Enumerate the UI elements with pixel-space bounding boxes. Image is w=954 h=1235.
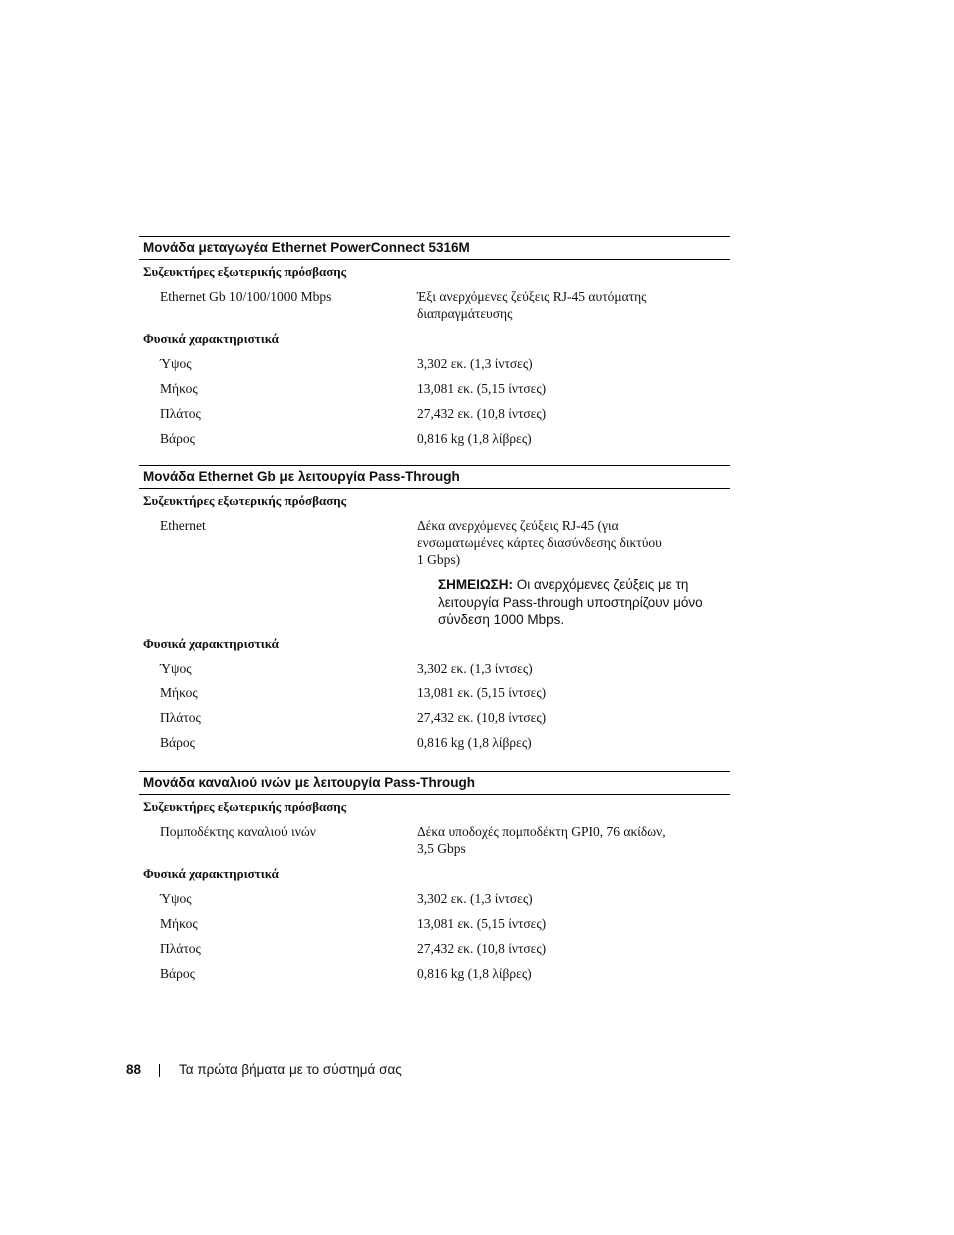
section-title: Μονάδα Ethernet Gb με λειτουργία Pass-Through (139, 465, 730, 489)
spec-value: 13,081 εκ. (5,15 ίντσες) (417, 916, 547, 931)
spec-label: Μήκος (160, 381, 198, 396)
note-label: ΣΗΜΕΙΩΣΗ: (438, 577, 514, 592)
spec-row-connector (139, 288, 730, 322)
spec-value-line: Έξι ανερχόμενες ζεύξεις RJ-45 αυτόματης (417, 289, 647, 304)
spec-row-length (139, 684, 730, 701)
spec-value-line: Δέκα ανερχόμενες ζεύξεις RJ-45 (για (417, 518, 619, 533)
spec-row-length (139, 380, 730, 397)
spec-label: Πομποδέκτης καναλιού ινών (160, 824, 316, 839)
spec-label: Βάρος (160, 966, 195, 981)
spec-row-weight (139, 965, 730, 982)
spec-value: 27,432 εκ. (10,8 ίντσες) (417, 941, 547, 956)
note-text: Οι ανερχόμενες ζεύξεις με τη (516, 577, 689, 592)
spec-row-weight (139, 430, 730, 447)
section-powerconnect-5316m (139, 236, 730, 447)
spec-label: Ethernet Gb 10/100/1000 Mbps (160, 289, 332, 304)
note-line: λειτουργία Pass-through υποστηρίζουν μόνο (438, 594, 703, 610)
spec-row-length (139, 915, 730, 932)
connectors-title: Συζευκτήρες εξωτερικής πρόσβασης (143, 493, 347, 508)
spec-value-line: 1 Gbps) (417, 552, 461, 567)
section-ethernet-pass-through (139, 465, 730, 751)
physical-title: Φυσικά χαρακτηριστικά (143, 331, 279, 346)
spec-label: Πλάτος (160, 941, 201, 956)
connectors-title: Συζευκτήρες εξωτερικής πρόσβασης (143, 264, 347, 279)
spec-row-height (139, 355, 730, 372)
spec-value: 0,816 kg (1,8 λίβρες) (417, 966, 532, 981)
spec-value (417, 823, 717, 857)
spec-row-width (139, 709, 730, 726)
spec-value: 0,816 kg (1,8 λίβρες) (417, 734, 532, 750)
spec-value-line: διαπραγμάτευσης (417, 306, 513, 321)
spec-label: Ύψος (160, 891, 192, 906)
spec-label: Μήκος (160, 684, 198, 700)
physical-title: Φυσικά χαρακτηριστικά (143, 635, 279, 651)
spec-label: Πλάτος (160, 709, 201, 725)
spec-label: Ύψος (160, 356, 192, 371)
note (438, 576, 728, 629)
spec-row-connector (139, 517, 730, 568)
spec-value: 27,432 εκ. (10,8 ίντσες) (417, 709, 547, 725)
spec-label: Μήκος (160, 916, 198, 931)
spec-value: 3,302 εκ. (1,3 ίντσες) (417, 660, 533, 676)
spec-value-line: Δέκα υποδοχές πομποδέκτη GPI0, 76 ακίδων, (417, 824, 666, 839)
spec-row-width (139, 940, 730, 957)
spec-value (417, 517, 717, 568)
footer-separator (159, 1064, 160, 1077)
spec-label: Ethernet (160, 518, 206, 533)
section-fibre-channel-pass-through (139, 771, 730, 982)
spec-value: 27,432 εκ. (10,8 ίντσες) (417, 406, 547, 421)
spec-label: Ύψος (160, 660, 192, 676)
spec-value (417, 288, 717, 322)
spec-value: 13,081 εκ. (5,15 ίντσες) (417, 381, 547, 396)
spec-row-width (139, 405, 730, 422)
spec-value: 3,302 εκ. (1,3 ίντσες) (417, 356, 533, 371)
spec-row-connector (139, 823, 730, 857)
spec-row-height (139, 890, 730, 907)
note-line: σύνδεση 1000 Mbps. (438, 612, 565, 627)
section-title: Μονάδα μεταγωγέα Ethernet PowerConnect 5316M (139, 236, 730, 260)
spec-row-weight (139, 734, 730, 751)
page-number: 88 (126, 1062, 142, 1077)
page-footer (126, 1061, 402, 1079)
chapter-title: Τα πρώτα βήματα με το σύστημά σας (179, 1062, 402, 1077)
spec-value-line: 3,5 Gbps (417, 841, 466, 856)
connectors-title: Συζευκτήρες εξωτερικής πρόσβασης (143, 799, 347, 814)
section-title: Μονάδα καναλιού ινών με λειτουργία Pass-Through (139, 771, 730, 795)
spec-label: Βάρος (160, 734, 195, 750)
spec-value-line: ενσωματωμένες κάρτες διασύνδεσης δικτύου (417, 535, 662, 550)
spec-label: Πλάτος (160, 406, 201, 421)
spec-label: Βάρος (160, 431, 195, 446)
spec-row-height (139, 660, 730, 677)
note-line (438, 576, 728, 594)
spec-value: 0,816 kg (1,8 λίβρες) (417, 431, 532, 446)
spec-value: 13,081 εκ. (5,15 ίντσες) (417, 684, 547, 700)
spec-value: 3,302 εκ. (1,3 ίντσες) (417, 891, 533, 906)
physical-title: Φυσικά χαρακτηριστικά (143, 866, 279, 881)
